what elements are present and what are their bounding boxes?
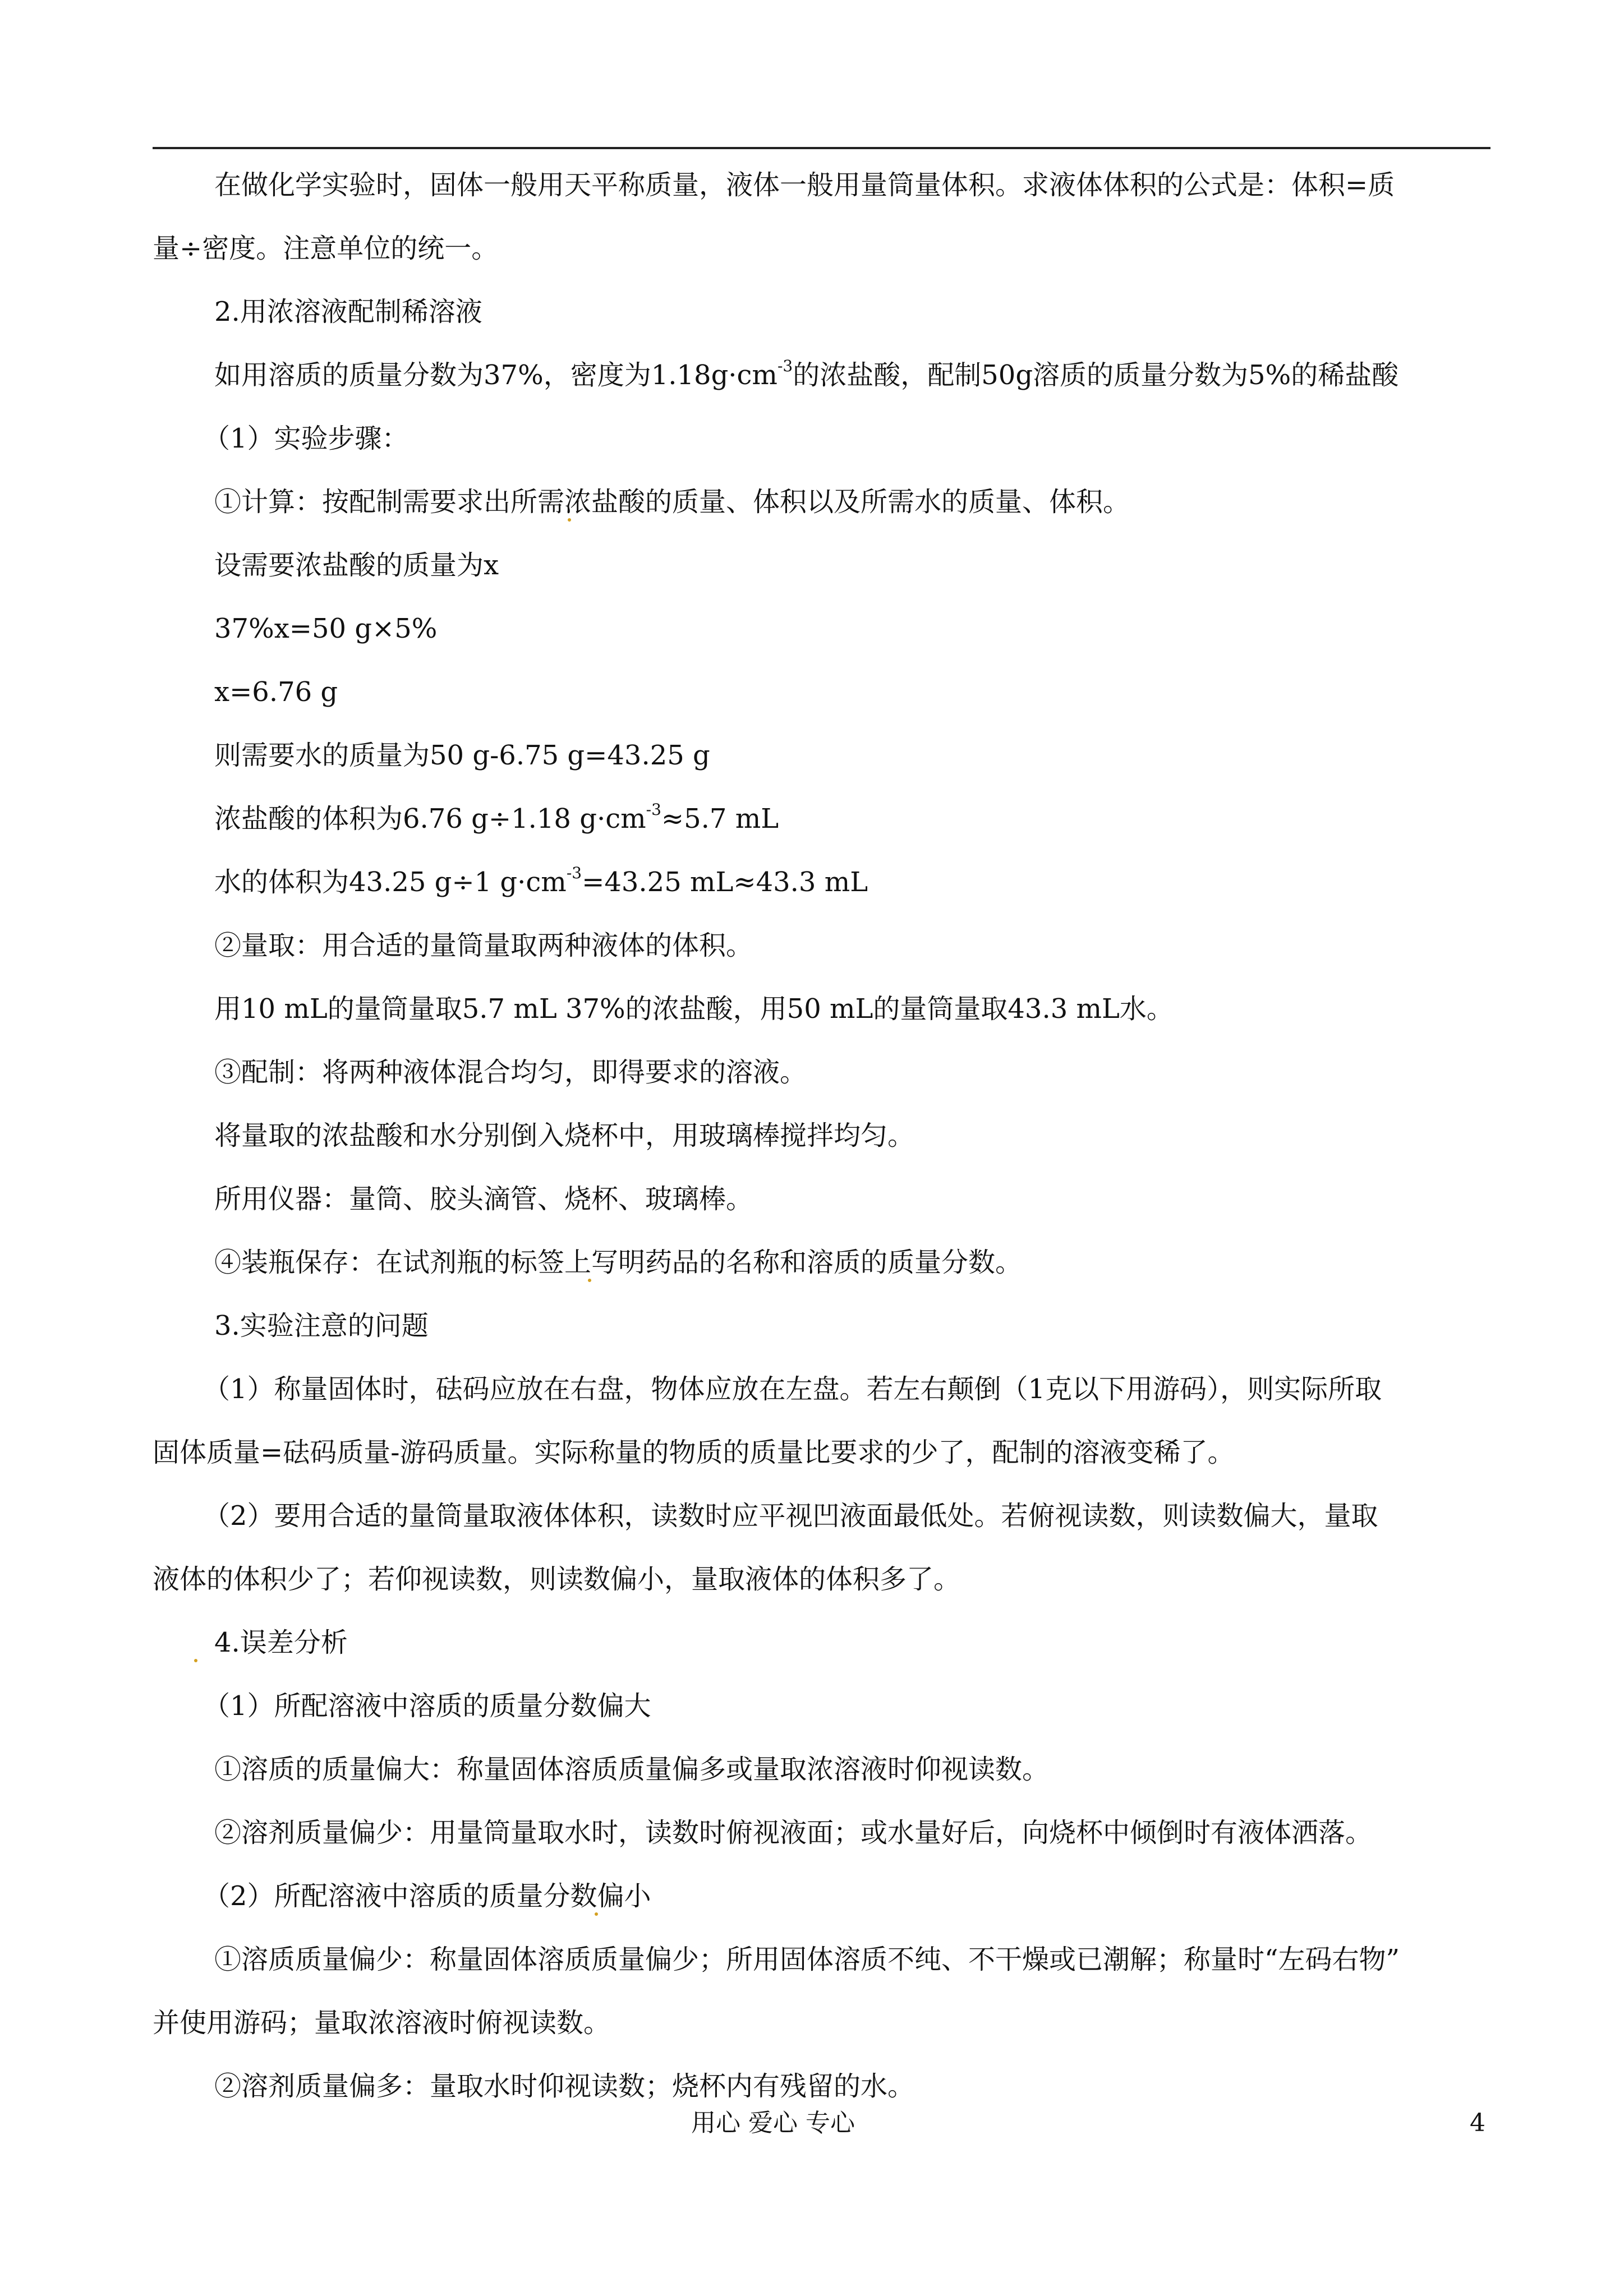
equation-line bbox=[214, 800, 779, 835]
line-text: 的浓盐酸，配制50g溶质的质量分数为5%的稀盐酸 bbox=[793, 359, 1399, 391]
speck-mark bbox=[568, 518, 571, 522]
page-number: 4 bbox=[1470, 2109, 1485, 2137]
superscript: -3 bbox=[566, 864, 582, 882]
speck-mark bbox=[588, 1279, 591, 1282]
subheading: （1）所配溶液中溶质的质量分数偏大 bbox=[203, 1690, 651, 1722]
paragraph-line: 固体质量=砝码质量-游码质量。实际称量的物质的质量比要求的少了，配制的溶液变稀了。 bbox=[153, 1437, 1235, 1468]
superscript: -3 bbox=[777, 357, 793, 375]
paragraph-line: 所用仪器：量筒、胶头滴管、烧杯、玻璃棒。 bbox=[214, 1183, 753, 1215]
section-heading: 2.用浓溶液配制稀溶液 bbox=[214, 296, 482, 328]
paragraph-line: ③配制：将两种液体混合均匀，即得要求的溶液。 bbox=[214, 1057, 807, 1088]
line-text: 水的体积为43.25 g÷1 g·cm bbox=[214, 866, 567, 898]
subheading: （2）所配溶液中溶质的质量分数偏小 bbox=[203, 1880, 651, 1912]
paragraph-line: ①溶质质量偏少：称量固体溶质质量偏少；所用固体溶质不纯、不干燥或已潮解；称量时“左码右物” bbox=[214, 1944, 1400, 1975]
paragraph-line: （1）称量固体时，砝码应放在右盘，物体应放在左盘。若左右颠倒（1克以下用游码），则实际所取 bbox=[203, 1373, 1382, 1405]
line-text: 浓盐酸的体积为6.76 g÷1.18 g·cm bbox=[214, 803, 646, 835]
line-text: 如用溶质的质量分数为37%，密度为1.18g·cm bbox=[214, 359, 778, 391]
paragraph-line: ②溶剂质量偏多：量取水时仰视读数；烧杯内有残留的水。 bbox=[214, 2071, 915, 2102]
paragraph-line: ①溶质的质量偏大：称量固体溶质质量偏多或量取浓溶液时仰视读数。 bbox=[214, 1754, 1050, 1785]
section-heading: 3.实验注意的问题 bbox=[214, 1310, 429, 1341]
paragraph-line bbox=[214, 359, 1398, 391]
paragraph-line: 量÷密度。注意单位的统一。 bbox=[153, 233, 499, 264]
paragraph-line: 用10 mL的量筒量取5.7 mL 37%的浓盐酸，用50 mL的量筒量取43.3 mL水。 bbox=[214, 993, 1174, 1025]
equation-line: 则需要水的质量为50 g-6.75 g=43.25 g bbox=[214, 740, 710, 771]
paragraph-line: ④装瓶保存：在试剂瓶的标签上写明药品的名称和溶质的质量分数。 bbox=[214, 1247, 1023, 1278]
superscript: -3 bbox=[646, 800, 661, 819]
paragraph-line: ②溶剂质量偏少：用量筒量取水时，读数时俯视液面；或水量好后，向烧杯中倾倒时有液体洒落。 bbox=[214, 1817, 1373, 1848]
paragraph-line: 在做化学实验时，固体一般用天平称质量，液体一般用量筒量体积。求液体体积的公式是：体积=质 bbox=[214, 169, 1395, 201]
equation-line: 37%x=50 g×5% bbox=[214, 613, 438, 644]
paragraph-line: 将量取的浓盐酸和水分别倒入烧杯中，用玻璃棒搅拌均匀。 bbox=[214, 1120, 915, 1151]
paragraph-line: 设需要浓盐酸的质量为x bbox=[214, 550, 499, 581]
paragraph-line: ①计算：按配制需要求出所需浓盐酸的质量、体积以及所需水的质量、体积。 bbox=[214, 486, 1130, 518]
paragraph-line: ②量取：用合适的量筒量取两种液体的体积。 bbox=[214, 930, 753, 961]
section-heading: 4.误差分析 bbox=[214, 1627, 348, 1658]
paragraph-line: 并使用游码；量取浓溶液时俯视读数。 bbox=[153, 2007, 611, 2039]
paragraph-line: 液体的体积少了；若仰视读数，则读数偏小，量取液体的体积多了。 bbox=[153, 1564, 961, 1595]
line-text: ≈5.7 mL bbox=[661, 803, 779, 835]
paragraph-line: （2）要用合适的量筒量取液体体积，读数时应平视凹液面最低处。若俯视读数，则读数偏大，量取 bbox=[203, 1500, 1378, 1532]
subheading: （1）实验步骤： bbox=[203, 423, 409, 454]
speck-mark bbox=[194, 1659, 197, 1662]
header-rule bbox=[153, 147, 1490, 149]
equation-line: x=6.76 g bbox=[214, 676, 338, 708]
speck-mark bbox=[595, 1912, 598, 1916]
footer-motto: 用心 爱心 专心 bbox=[691, 2109, 855, 2137]
line-text: =43.25 mL≈43.3 mL bbox=[582, 866, 868, 898]
equation-line bbox=[214, 866, 868, 898]
